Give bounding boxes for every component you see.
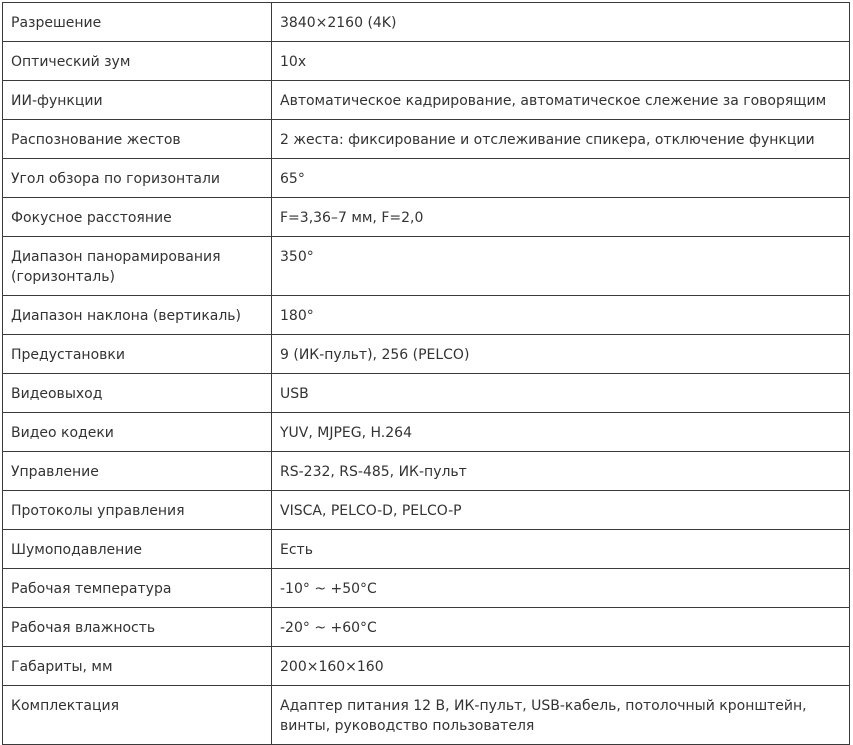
spec-value: 3840×2160 (4K) — [272, 3, 850, 42]
spec-name: Диапазон панорамирования (горизонталь) — [3, 237, 272, 296]
spec-value: VISCA, PELCO-D, PELCO-P — [272, 491, 850, 530]
table-row — [3, 686, 850, 745]
spec-value: RS-232, RS-485, ИК-пульт — [272, 452, 850, 491]
spec-name: Управление — [3, 452, 272, 491]
table-row — [3, 608, 850, 647]
spec-value: 65° — [272, 159, 850, 198]
table-row — [3, 81, 850, 120]
spec-value: YUV, MJPEG, H.264 — [272, 413, 850, 452]
spec-value: 350° — [272, 237, 850, 296]
spec-value: -20° ~ +60°C — [272, 608, 850, 647]
spec-name: Распознование жестов — [3, 120, 272, 159]
table-row — [3, 120, 850, 159]
spec-name: Комплектация — [3, 686, 272, 745]
table-row — [3, 3, 850, 42]
table-row — [3, 296, 850, 335]
spec-name: Диапазон наклона (вертикаль) — [3, 296, 272, 335]
table-row — [3, 491, 850, 530]
spec-name: Предустановки — [3, 335, 272, 374]
table-row — [3, 237, 850, 296]
spec-name: Видеовыход — [3, 374, 272, 413]
spec-name: Рабочая влажность — [3, 608, 272, 647]
spec-value: -10° ~ +50°C — [272, 569, 850, 608]
spec-value: 2 жеста: фиксирование и отслеживание спикера, отключение функции — [272, 120, 850, 159]
table-row — [3, 374, 850, 413]
spec-name: Оптический зум — [3, 42, 272, 81]
table-row — [3, 569, 850, 608]
table-row — [3, 335, 850, 374]
spec-value: Автоматическое кадрирование, автоматическое слежение за говорящим — [272, 81, 850, 120]
specifications-table — [2, 2, 850, 745]
table-row — [3, 530, 850, 569]
spec-name: ИИ-функции — [3, 81, 272, 120]
spec-value: 200×160×160 — [272, 647, 850, 686]
spec-name: Фокусное расстояние — [3, 198, 272, 237]
spec-name: Разрешение — [3, 3, 272, 42]
spec-value: Есть — [272, 530, 850, 569]
spec-value: USB — [272, 374, 850, 413]
spec-name: Угол обзора по горизонтали — [3, 159, 272, 198]
spec-name: Протоколы управления — [3, 491, 272, 530]
table-row — [3, 198, 850, 237]
spec-value: Адаптер питания 12 В, ИК-пульт, USB-кабель, потолочный кронштейн, винты, руководство пользователя — [272, 686, 850, 745]
spec-name: Габариты, мм — [3, 647, 272, 686]
spec-name: Видео кодеки — [3, 413, 272, 452]
spec-value: 9 (ИК-пульт), 256 (PELCO) — [272, 335, 850, 374]
spec-name: Шумоподавление — [3, 530, 272, 569]
table-row — [3, 452, 850, 491]
spec-value: 10x — [272, 42, 850, 81]
table-row — [3, 647, 850, 686]
spec-name: Рабочая температура — [3, 569, 272, 608]
table-row — [3, 42, 850, 81]
table-row — [3, 159, 850, 198]
table-row — [3, 413, 850, 452]
spec-value: F=3,36–7 мм, F=2,0 — [272, 198, 850, 237]
spec-value: 180° — [272, 296, 850, 335]
